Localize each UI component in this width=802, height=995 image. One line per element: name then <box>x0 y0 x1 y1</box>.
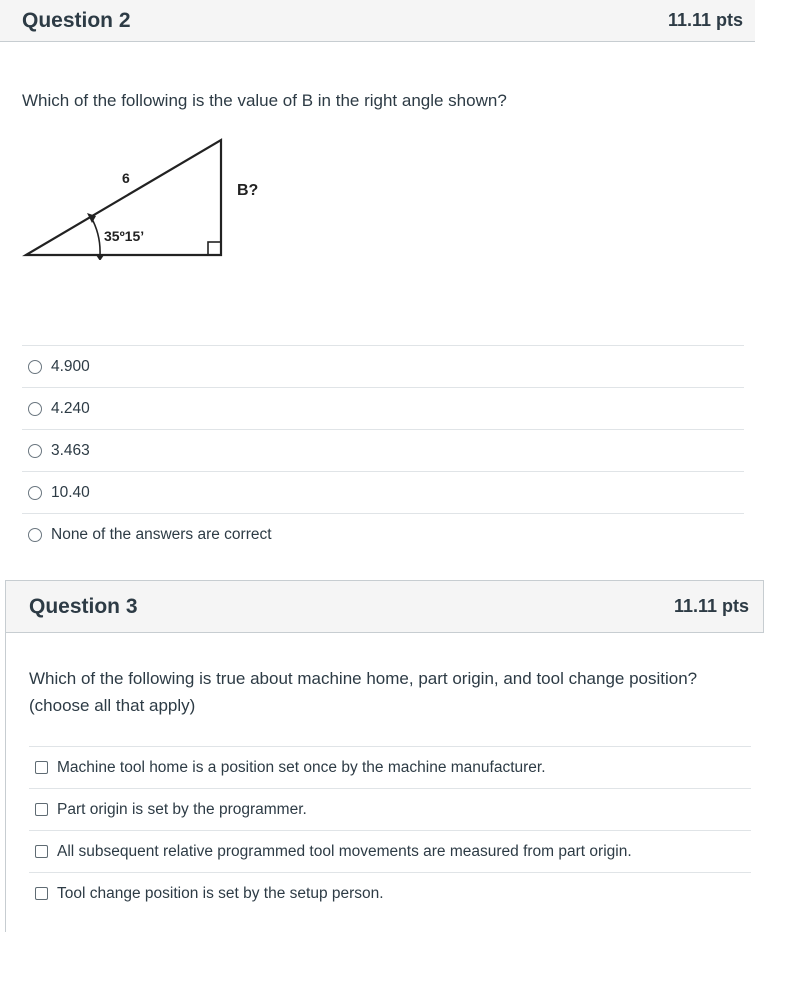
question-3-title: Question 3 <box>29 594 138 618</box>
angle-label: 35º15’ <box>104 228 145 244</box>
answer-option[interactable] <box>29 872 751 914</box>
question-2 <box>0 0 755 42</box>
question-3 <box>5 580 764 932</box>
question-3-header <box>6 581 764 633</box>
question-2-text: Which of the following is the value of B in the right angle shown? <box>22 91 507 110</box>
answer-label: None of the answers are correct <box>51 525 272 543</box>
right-triangle-figure <box>22 136 282 260</box>
answer-label: Machine tool home is a position set once by the machine manufacturer. <box>57 758 546 776</box>
checkbox[interactable] <box>35 887 48 900</box>
question-2-header <box>0 0 755 42</box>
question-2-answers <box>22 345 744 555</box>
answer-label: Tool change position is set by the setup person. <box>57 884 384 902</box>
answer-label: 3.463 <box>51 441 90 459</box>
answer-label: 4.900 <box>51 357 90 375</box>
answer-label: 10.40 <box>51 483 90 501</box>
answer-option[interactable] <box>22 513 744 555</box>
radio-button[interactable] <box>28 360 42 374</box>
radio-button[interactable] <box>28 444 42 458</box>
question-2-title: Question 2 <box>22 8 131 32</box>
hypotenuse-label: 6 <box>122 170 130 186</box>
radio-button[interactable] <box>28 528 42 542</box>
answer-label: Part origin is set by the programmer. <box>57 800 307 818</box>
checkbox[interactable] <box>35 803 48 816</box>
checkbox[interactable] <box>35 845 48 858</box>
question-3-text: Which of the following is true about machine home, part origin, and tool change position? (choose all that apply) <box>29 669 698 715</box>
angle-arrow-bottom <box>96 255 104 260</box>
answer-option[interactable] <box>22 429 744 471</box>
answer-label: All subsequent relative programmed tool movements are measured from part origin. <box>57 842 632 860</box>
checkbox[interactable] <box>35 761 48 774</box>
answer-option[interactable] <box>22 471 744 513</box>
answer-option[interactable] <box>29 788 751 830</box>
radio-button[interactable] <box>28 486 42 500</box>
answer-option[interactable] <box>29 746 751 788</box>
question-2-points: 11.11 pts <box>667 10 743 30</box>
right-angle-marker <box>208 242 221 255</box>
radio-button[interactable] <box>28 402 42 416</box>
question-3-answers <box>29 746 751 914</box>
answer-option[interactable] <box>22 387 744 429</box>
answer-option[interactable] <box>22 345 744 387</box>
answer-label: 4.240 <box>51 399 90 417</box>
side-b-label: B? <box>237 182 259 199</box>
angle-arc <box>91 217 100 255</box>
answer-option[interactable] <box>29 830 751 872</box>
question-3-points: 11.11 pts <box>673 596 749 616</box>
